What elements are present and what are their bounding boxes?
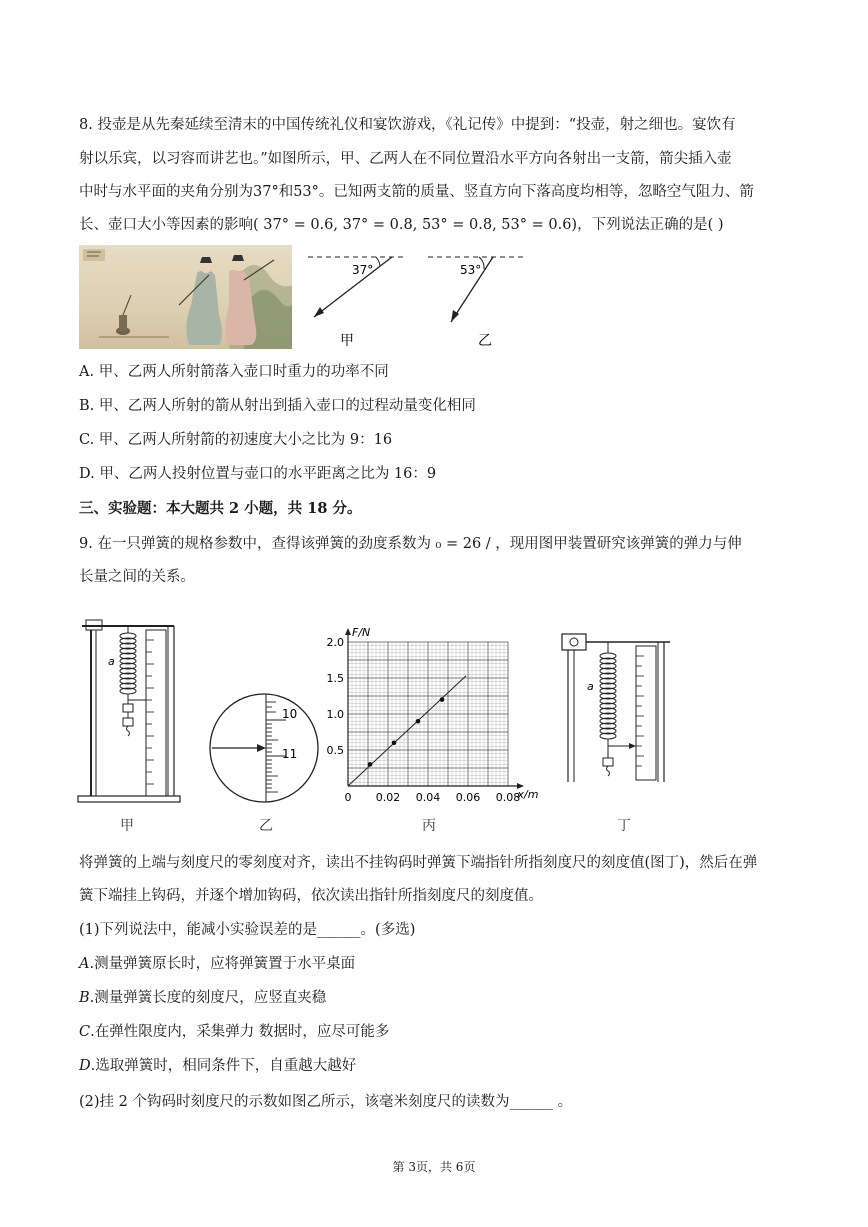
q9-option-a xyxy=(79,954,355,974)
q9-option-c-text: .在弹性限度内，采集弹力 数据时，应尽可能多 xyxy=(90,1024,390,1040)
arrow-diagrams xyxy=(300,245,540,355)
angle-label-53: 53° xyxy=(460,263,482,277)
q8-option-a: A. 甲、乙两人所射箭落入壶口时重力的功率不同 xyxy=(79,364,389,380)
touhu-painting xyxy=(79,245,292,349)
q8-line-2: 射以乐宾，以习容而讲艺也。”如图所示，甲、乙两人在不同位置沿水平方向各射出一支箭，箭尖插入壶 xyxy=(79,151,732,167)
y-axis-arrow xyxy=(345,628,351,635)
q9-option-d-text: .选取弹簧时，相同条件下，自重越大越好 xyxy=(90,1058,357,1074)
q9-subq-2: (2)挂 2 个钩码时刻度尺的示数如图乙所示，该毫米刻度尺的读数为______ 。 xyxy=(79,1094,573,1110)
q9-option-b xyxy=(79,988,326,1008)
spring-label-a: a xyxy=(108,655,115,668)
ruler-reading-yi xyxy=(206,690,326,808)
y-tick-label: 0.5 xyxy=(326,744,344,757)
q8-line-3: 中时与水平面的夹角分别为37°和53°。已知两支箭的质量、竖直方向下落高度均相等，忽略空气阻力、箭 xyxy=(79,184,754,200)
q9-option-d-letter: D xyxy=(79,1058,91,1074)
fig-label-yi-2: 乙 xyxy=(259,818,273,834)
painting-svg xyxy=(79,245,292,349)
q9-text-2: 簧下端挂上钩码，并逐个增加钩码，依次读出指针所指刻度尺的刻度值。 xyxy=(79,888,543,904)
q9-option-a-letter: A xyxy=(79,956,90,972)
q9-option-c xyxy=(79,1022,389,1042)
fig-label-jia-2: 甲 xyxy=(120,818,134,834)
fig-label-yi: 乙 xyxy=(478,333,492,349)
section-heading: 三、实验题：本大题共 2 小题，共 18 分。 xyxy=(79,500,362,517)
angle-label-37: 37° xyxy=(352,263,374,277)
q9-intro-2: 长量之间的关系。 xyxy=(79,569,195,585)
y-tick-label: 1.5 xyxy=(326,672,344,685)
q9-option-d xyxy=(79,1056,356,1076)
f-x-chart xyxy=(326,622,550,814)
data-point xyxy=(392,741,397,746)
q9-option-b-letter: B xyxy=(79,990,90,1006)
q8-option-c: C. 甲、乙两人所射箭的初速度大小之比为 9：16 xyxy=(79,432,393,448)
fig-label-jia: 甲 xyxy=(340,333,354,349)
x-axis-label: x/m xyxy=(517,788,539,801)
y-axis-label: F/N xyxy=(352,626,371,639)
fig-label-ding: 丁 xyxy=(617,818,631,834)
data-point xyxy=(416,719,421,724)
x-tick-label: 0.04 xyxy=(415,791,441,804)
q8-option-d: D. 甲、乙两人投射位置与壶口的水平距离之比为 16：9 xyxy=(79,466,437,482)
y-tick-label: 2.0 xyxy=(326,636,344,649)
q8-line-4: 长、壶口大小等因素的影响( 37° = 0.6, 37° = 0.8, 53° = 0.8, 53° = 0.6)，下列说法正确的是( ) xyxy=(79,217,724,233)
apparatus-ding xyxy=(560,628,674,788)
q8-line-1: 8. 投壶是从先秦延续至清末的中国传统礼仪和宴饮游戏，《礼记传》中提到：“投壶，射之细也。宴饮有 xyxy=(79,117,736,133)
x-tick-label: 0.06 xyxy=(455,791,481,804)
q8-option-b: B. 甲、乙两人所射的箭从射出到插入壶口的过程动量变化相同 xyxy=(79,398,476,414)
q9-intro-1: 9. 在一只弹簧的规格参数中，查得该弹簧的劲度系数为 ₀ = 26 / ，现用图甲装置研究该弹簧的弹力与伸 xyxy=(79,536,742,552)
spring-label-a-2: a xyxy=(587,680,594,693)
x-tick-label: 0.08 xyxy=(495,791,521,804)
q9-option-a-text: .测量弹簧原长时，应将弹簧置于水平桌面 xyxy=(89,956,356,972)
fig-label-bing: 丙 xyxy=(422,818,436,834)
q9-option-c-letter: C xyxy=(79,1024,91,1040)
apparatus-jia xyxy=(76,610,186,810)
ruler-tick-11: 11 xyxy=(282,747,298,761)
y-tick-label: 1.0 xyxy=(326,708,344,721)
data-point xyxy=(440,697,445,702)
x-tick-label: 0.02 xyxy=(375,791,401,804)
x-tick-label: 0 xyxy=(344,791,352,804)
q9-option-b-text: .测量弹簧长度的刻度尺，应竖直夹稳 xyxy=(89,990,327,1006)
q9-subq-1: (1)下列说法中，能减小实验误差的是______。(多选) xyxy=(79,922,416,938)
q9-text-1: 将弹簧的上端与刻度尺的零刻度对齐，读出不挂钩码时弹簧下端指针所指刻度尺的刻度值(图丁)，然后在弹 xyxy=(79,855,758,871)
page-footer: 第 3页，共 6页 xyxy=(392,1160,476,1174)
ruler-tick-10: 10 xyxy=(282,707,298,721)
data-point xyxy=(368,762,373,767)
